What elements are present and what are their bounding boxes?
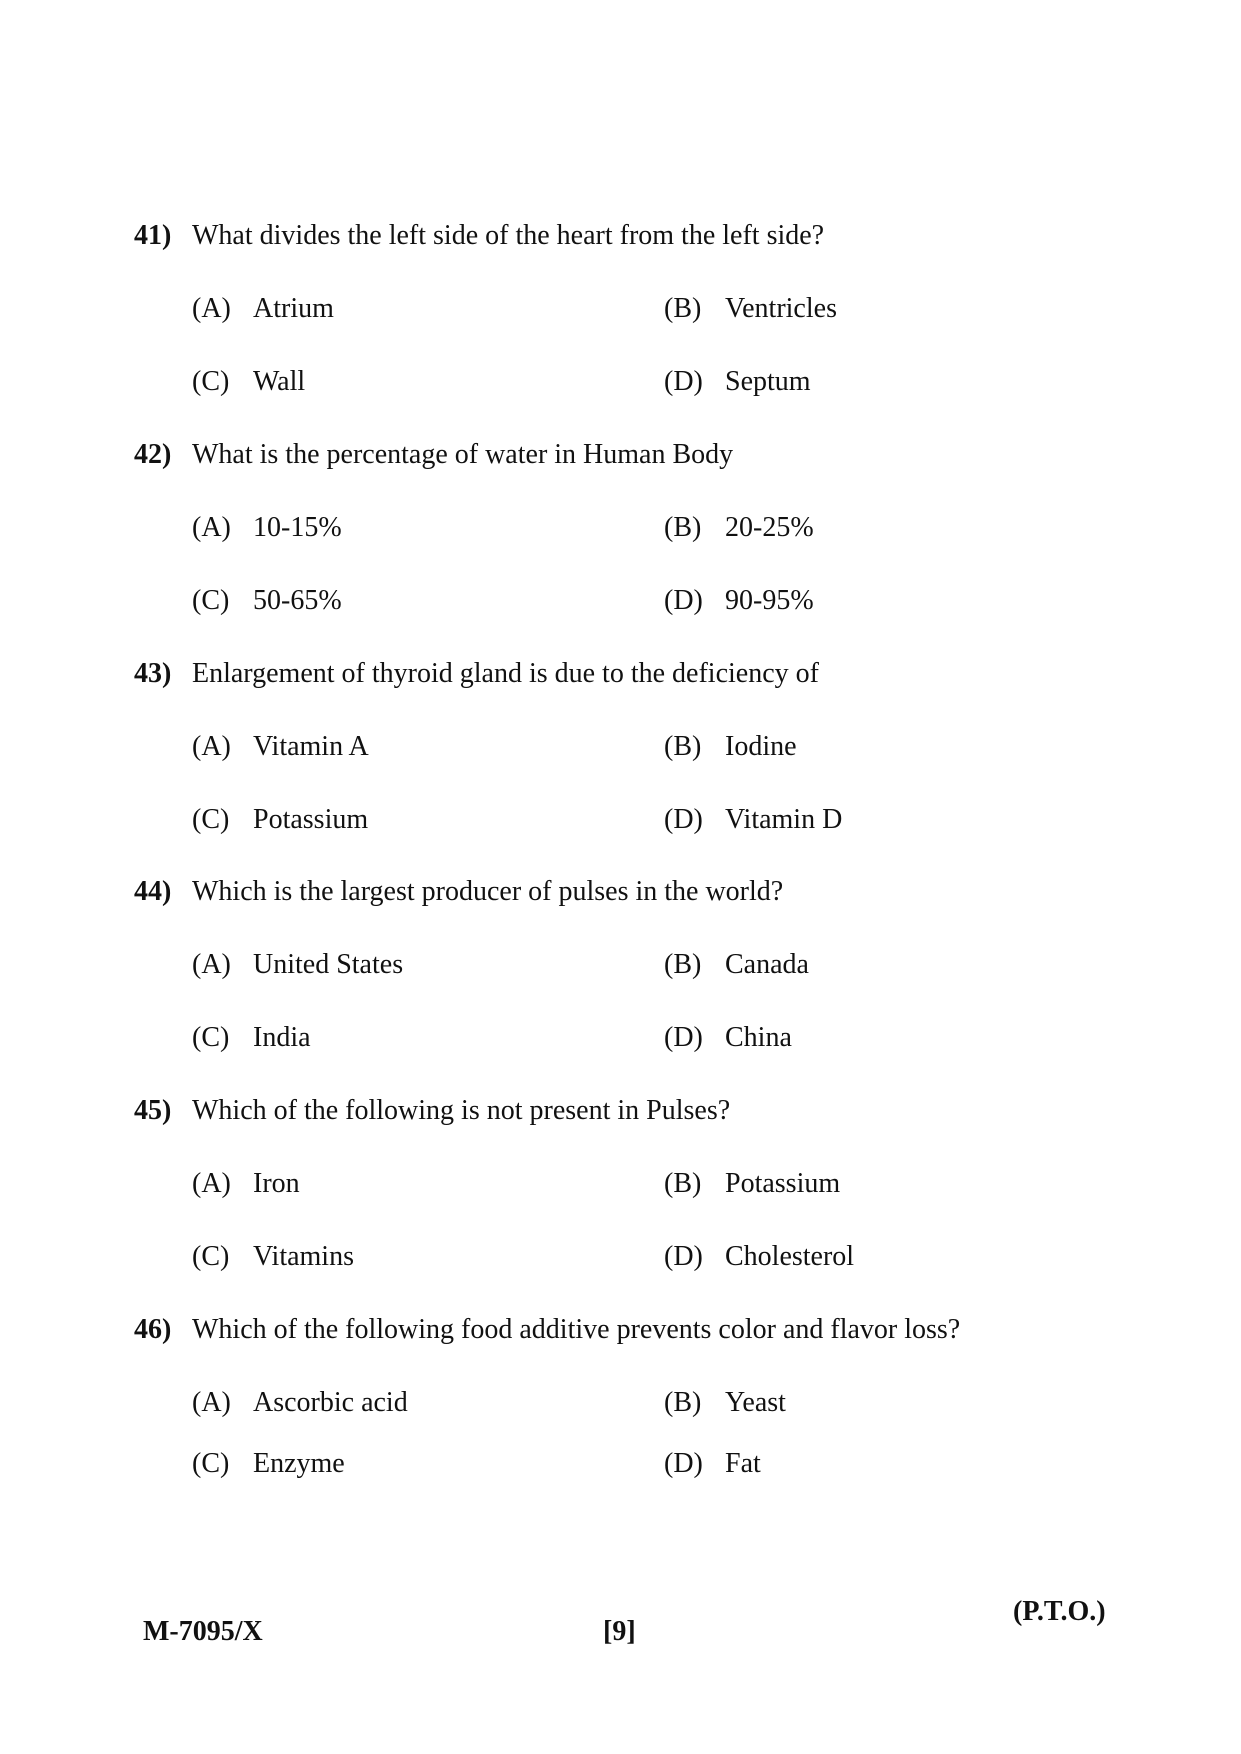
option-letter: (D)	[664, 804, 703, 835]
option-letter: (A)	[192, 731, 231, 762]
option-text: Potassium	[725, 1168, 841, 1199]
option-text: Potassium	[253, 804, 369, 835]
page-number: [9]	[603, 1616, 636, 1647]
option-letter: (A)	[192, 293, 231, 324]
option-letter: (C)	[192, 366, 230, 397]
question-44	[0, 872, 1241, 912]
option-text: Enzyme	[253, 1448, 345, 1479]
option-text: Canada	[725, 949, 809, 980]
option-letter: (B)	[664, 1168, 702, 1199]
please-turn-over: (P.T.O.)	[1013, 1596, 1106, 1627]
question-text: Which of the following food additive prevents color and flavor loss?	[192, 1314, 961, 1345]
option-text: Atrium	[253, 293, 334, 324]
question-number: 43)	[134, 658, 172, 689]
question-number: 42)	[134, 439, 172, 470]
question-text: What is the percentage of water in Human Body	[192, 439, 734, 470]
option-text: India	[253, 1022, 311, 1053]
question-text: Which is the largest producer of pulses in the world?	[192, 876, 784, 907]
option-text: Iodine	[725, 731, 797, 762]
option-text: Vitamin D	[725, 804, 843, 835]
option-text: Vitamins	[253, 1241, 354, 1272]
option-letter: (D)	[664, 585, 703, 616]
option-text: 50-65%	[253, 585, 342, 616]
option-text: Wall	[253, 366, 306, 397]
option-letter: (A)	[192, 1387, 231, 1418]
question-number: 45)	[134, 1095, 172, 1126]
option-text: Iron	[253, 1168, 300, 1199]
option-letter: (D)	[664, 1022, 703, 1053]
question-41	[0, 216, 1241, 256]
option-letter: (A)	[192, 949, 231, 980]
option-text: Cholesterol	[725, 1241, 855, 1272]
option-letter: (D)	[664, 366, 703, 397]
option-text: Fat	[725, 1448, 761, 1479]
option-letter: (A)	[192, 1168, 231, 1199]
paper-code: M-7095/X	[143, 1616, 263, 1647]
question-43	[0, 654, 1241, 694]
option-letter: (B)	[664, 1387, 702, 1418]
option-text: Vitamin A	[253, 731, 369, 762]
option-text: Ventricles	[725, 293, 837, 324]
option-letter: (A)	[192, 512, 231, 543]
question-45	[0, 1091, 1241, 1131]
question-number: 44)	[134, 876, 172, 907]
option-text: 10-15%	[253, 512, 342, 543]
option-text: 90-95%	[725, 585, 814, 616]
option-letter: (B)	[664, 731, 702, 762]
question-text: What divides the left side of the heart from the left side?	[192, 220, 825, 251]
question-text: Which of the following is not present in Pulses?	[192, 1095, 731, 1126]
option-letter: (B)	[664, 949, 702, 980]
question-text: Enlargement of thyroid gland is due to the deficiency of	[192, 658, 819, 689]
option-letter: (C)	[192, 1241, 230, 1272]
option-text: 20-25%	[725, 512, 814, 543]
option-letter: (D)	[664, 1241, 703, 1272]
option-text: Ascorbic acid	[253, 1387, 408, 1418]
option-letter: (C)	[192, 585, 230, 616]
question-42	[0, 435, 1241, 475]
option-text: China	[725, 1022, 792, 1053]
option-text: Septum	[725, 366, 811, 397]
option-letter: (C)	[192, 1448, 230, 1479]
option-letter: (C)	[192, 804, 230, 835]
option-letter: (B)	[664, 293, 702, 324]
option-text: United States	[253, 949, 404, 980]
option-letter: (C)	[192, 1022, 230, 1053]
question-number: 46)	[134, 1314, 172, 1345]
option-text: Yeast	[725, 1387, 786, 1418]
option-letter: (B)	[664, 512, 702, 543]
question-number: 41)	[134, 220, 172, 251]
question-46	[0, 1310, 1241, 1350]
option-letter: (D)	[664, 1448, 703, 1479]
